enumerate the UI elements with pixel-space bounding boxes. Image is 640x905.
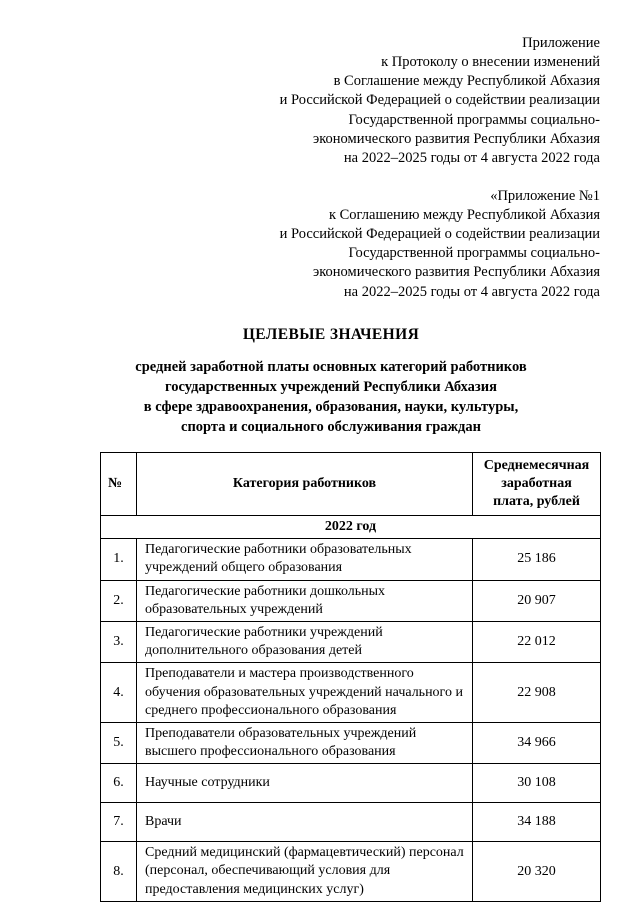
header-line: Государственной программы социально-	[348, 245, 600, 262]
row-category: Научные сотрудники	[137, 764, 473, 803]
row-number: 7.	[101, 803, 137, 842]
header-line: к Соглашению между Республикой Абхазия	[328, 207, 600, 223]
table-row	[101, 539, 601, 580]
row-value: 25 186	[473, 539, 601, 580]
row-category: Педагогические работники дошкольных образовательных учреждений	[137, 580, 473, 621]
table-row	[101, 803, 601, 842]
header-line: в Соглашение между Республикой Абхазия	[333, 73, 600, 90]
appendix-header-block-1	[62, 34, 600, 168]
row-number: 8.	[101, 842, 137, 902]
header-line: на 2022–2025 годы от 4 августа 2022 года	[343, 283, 600, 300]
year-section-row	[101, 516, 601, 539]
row-value: 34 188	[473, 803, 601, 842]
row-number: 4.	[101, 663, 137, 723]
row-number: 1.	[101, 539, 137, 580]
column-header-salary: Среднемесячная заработная плата, рублей	[473, 452, 601, 516]
table-row	[101, 842, 601, 902]
subtitle-line: государственных учреждений Республики Абхазия	[165, 378, 497, 395]
row-category: Средний медицинский (фармацевтический) персонал (персонал, обеспечивающий условия для предоставления медицинских услуг)	[137, 842, 473, 902]
subtitle-line: спорта и социального обслуживания граждан	[181, 418, 481, 435]
row-number: 6.	[101, 764, 137, 803]
header-line: экономического развития Республики Абхазия	[313, 264, 600, 281]
column-header-category: Категория работников	[137, 452, 473, 516]
table-row	[101, 764, 601, 803]
table-row	[101, 663, 601, 723]
document-title: ЦЕЛЕВЫЕ ЗНАЧЕНИЯ	[242, 325, 420, 343]
table-row	[101, 722, 601, 763]
header-line: и Российской Федерацией о содействии реализации	[279, 226, 600, 243]
header-line: Государственной программы социально-	[348, 111, 600, 128]
row-category: Преподаватели и мастера производственного обучения образовательных учреждений начального и среднего профессионального образования	[137, 663, 473, 723]
salary-table	[100, 452, 601, 902]
table-row	[101, 621, 601, 662]
row-value: 22 908	[473, 663, 601, 723]
row-value: 20 907	[473, 580, 601, 621]
header-line: к Протоколу о внесении изменений	[381, 54, 600, 71]
subtitle-line: средней заработной платы основных категорий работников	[135, 358, 527, 375]
row-value: 20 320	[473, 842, 601, 902]
document-subtitle	[62, 357, 600, 437]
subtitle-line: в сфере здравоохранения, образования, науки, культуры,	[143, 398, 519, 415]
header-line: Приложение	[522, 35, 600, 51]
row-category: Врачи	[137, 803, 473, 842]
table-row	[101, 580, 601, 621]
row-value: 22 012	[473, 621, 601, 662]
row-category: Педагогические работники образовательных учреждений общего образования	[137, 539, 473, 580]
row-number: 2.	[101, 580, 137, 621]
header-line: «Приложение №1	[490, 187, 600, 204]
header-line: экономического развития Республики Абхазия	[313, 130, 600, 147]
row-value: 30 108	[473, 764, 601, 803]
column-header-number: №	[101, 452, 137, 516]
header-line: на 2022–2025 годы от 4 августа 2022 года	[343, 149, 600, 166]
row-number: 3.	[101, 621, 137, 662]
row-category: Преподаватели образовательных учреждений высшего профессионального образования	[137, 722, 473, 763]
header-line: и Российской Федерацией о содействии реализации	[279, 92, 600, 109]
appendix-header-block-2	[62, 187, 600, 302]
year-section-label: 2022 год	[101, 516, 601, 539]
row-number: 5.	[101, 722, 137, 763]
table-header-row	[101, 452, 601, 516]
row-category: Педагогические работники учреждений дополнительного образования детей	[137, 621, 473, 662]
row-value: 34 966	[473, 722, 601, 763]
